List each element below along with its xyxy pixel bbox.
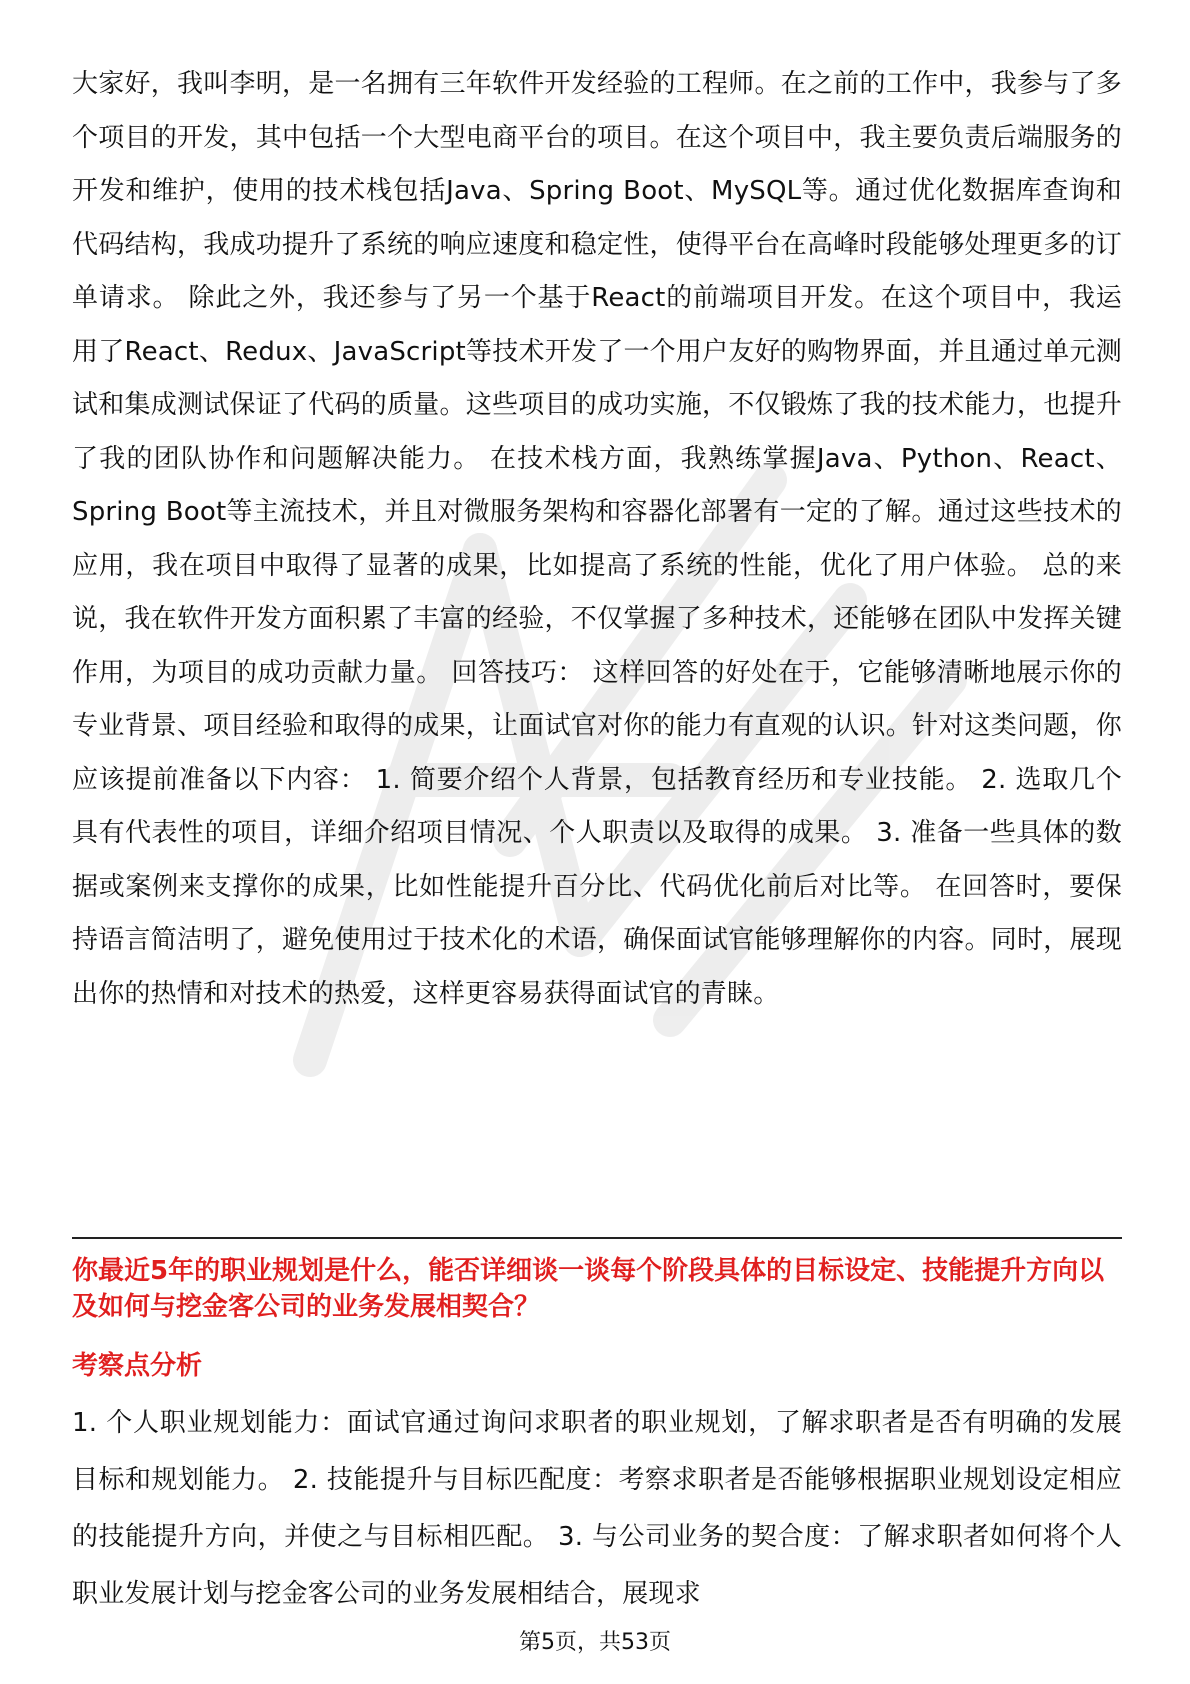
analysis-paragraph: 1. 个人职业规划能力：面试官通过询问求职者的职业规划，了解求职者是否有明确的发展目标和规划能力。 2. 技能提升与目标匹配度：考察求职者是否能够根据职业规划设定相应的技能提升方向，并使之与目标相匹配。 3. 与公司业务的契合度：了解求职者如何将个人职业发展计划与挖金客公司的业务发展相结合，展现求 [72,1408,1122,1609]
analysis-heading: 考察点分析 [72,1351,203,1381]
page-number: 第5页，共53页 [519,1630,671,1655]
section-divider [72,1237,1122,1239]
answer-paragraph: 大家好，我叫李明，是一名拥有三年软件开发经验的工程师。在之前的工作中，我参与了多个项目的开发，其中包括一个大型电商平台的项目。在这个项目中，我主要负责后端服务的开发和维护，使用的技术栈包括Java、Spring Boot、MySQL等。通过优化数据库查询和代码结构，我成功提升了系统的响应速度和稳定性，使得平台在高峰时段能够处理更多的订单请求。 除此之外，我还参与了另一个基于React的前端项目开发。在这个项目中，我运用了React、Redux、JavaScript等技术开发了一个用户友好的购物界面，并且通过单元测试和集成测试保证了代码的质量。这些项目的成功实施，不仅锻炼了我的技术能力，也提升了我的团队协作和问题解决能力。 在技术栈方面，我熟练掌握Java、Python、React、Spring Boot等主流技术，并且对微服务架构和容器化部署有一定的了解。通过这些技术的应用，我在项目中取得了显著的成果，比如提高了系统的性能，优化了用户体验。 总的来说，我在软件开发方面积累了丰富的经验，不仅掌握了多种技术，还能够在团队中发挥关键作用，为项目的成功贡献力量。 回答技巧： 这样回答的好处在于，它能够清晰地展示你的专业背景、项目经验和取得的成果，让面试官对你的能力有直观的认识。针对这类问题，你应该提前准备以下内容： 1. 简要介绍个人背景，包括教育经历和专业技能。 2. 选取几个具有代表性的项目，详细介绍项目情况、个人职责以及取得的成果。 3. 准备一些具体的数据或案例来支撑你的成果，比如性能提升百分比、代码优化前后对比等。 在回答时，要保持语言简洁明了，避免使用过于技术化的术语，确保面试官能够理解你的内容。同时，展现出你的热情和对技术的热爱，这样更容易获得面试官的青睐。 [72,69,1122,1009]
interview-question: 你最近5年的职业规划是什么，能否详细谈一谈每个阶段具体的目标设定、技能提升方向以及如何与挖金客公司的业务发展相契合？ [72,1256,1105,1322]
